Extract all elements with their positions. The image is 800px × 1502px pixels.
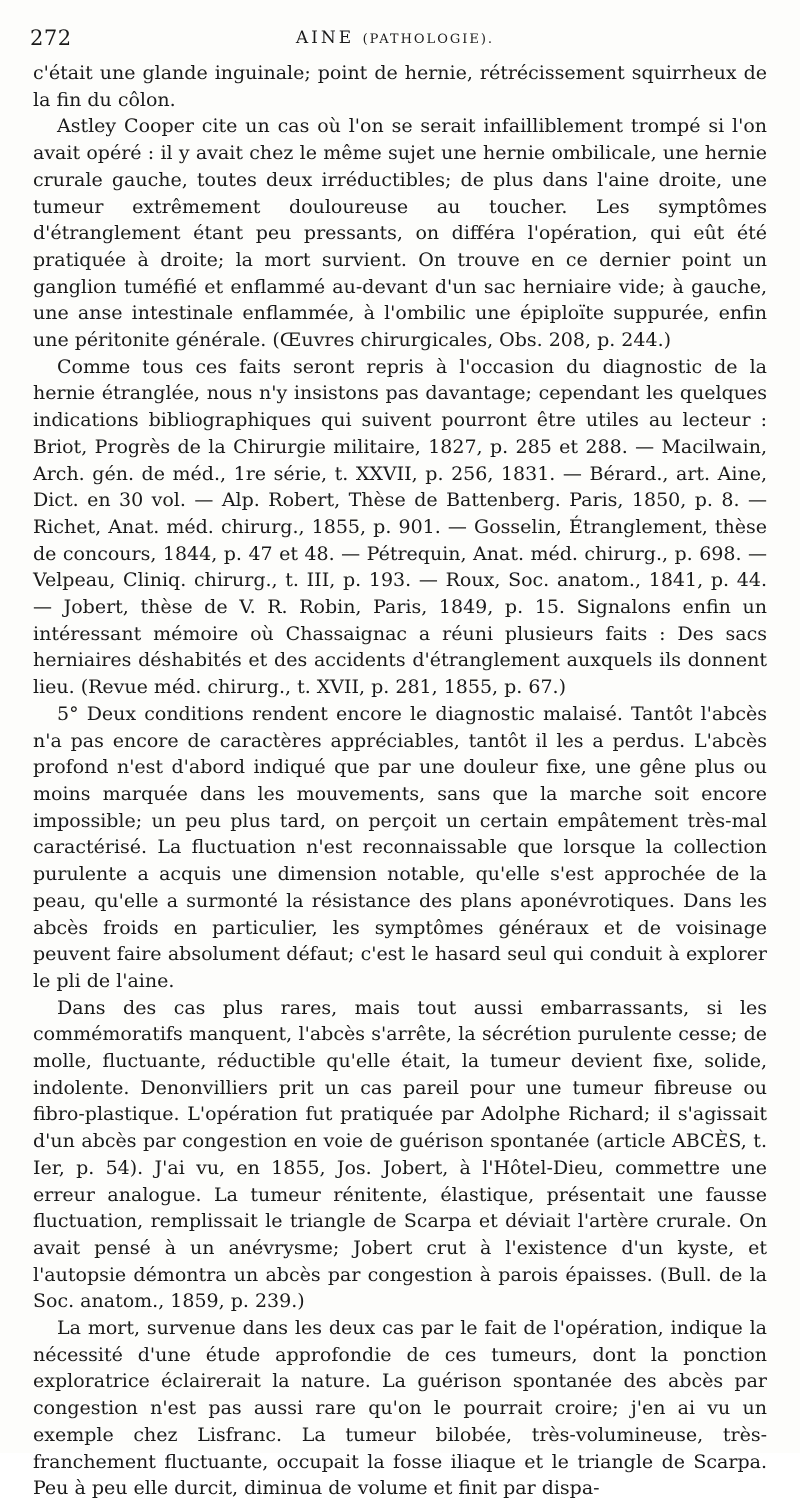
body-text: [33, 60, 767, 1502]
running-head: [30, 28, 760, 48]
running-head-subtitle: (PATHOLOGIE).: [362, 32, 495, 47]
paragraph-5: Dans des cas plus rares, mais tout aussi embarrassants, si les commémoratifs manquent, l'abcès s'arrête, la sécrétion purulente cesse; de molle, fluctuante, réductible qu'elle était, la tumeur devient fixe, solide, indolente. Denonvilliers prit un cas pareil pour une tumeur fibreuse ou fibro-plastique. L'opération fut pratiquée par Adolphe Richard; il s'agissait d'un abcès par congestion en voie de guérison spontanée (article ABCÈS, t. Ier, p. 54). J'ai vu, en 1855, Jos. Jobert, à l'Hôtel-Dieu, commettre une erreur analogue. La tumeur rénitente, élastique, présentait une fausse fluctuation, remplissait le triangle de Scarpa et déviait l'artère crurale. On avait pensé à un anévrysme; Jobert crut à l'existence d'un kyste, et l'autopsie démontra un abcès par congestion à parois épaisses. (Bull. de la Soc. anatom., 1859, p. 239.): [33, 996, 767, 1313]
paragraph-3: Comme tous ces faits seront repris à l'occasion du diagnostic de la hernie étranglée, nous n'y insistons pas davantage; cependant les quelques indications bibliographiques qui suivent pourront être utiles au lecteur : Briot, Progrès de la Chirurgie militaire, 1827, p. 285 et 288. — Macilwain, Arch. gén. de méd., 1re série, t. XXVII, p. 256, 1831. — Bérard., art. Aine, Dict. en 30 vol. — Alp. Robert, Thèse de Battenberg. Paris, 1850, p. 8. — Richet, Anat. méd. chirurg., 1855, p. 901. — Gosselin, Étranglement, thèse de concours, 1844, p. 47 et 48. — Pétrequin, Anat. méd. chirurg., p. 698. — Velpeau, Cliniq. chirurg., t. III, p. 193. — Roux, Soc. anatom., 1841, p. 44. — Jobert, thèse de V. R. Robin, Paris, 1849, p. 15. Signalons enfin un intéressant mémoire où Chassaignac a réuni plusieurs faits : Des sacs herniaires déshabités et des accidents d'étranglement auxquels ils donnent lieu. (Revue méd. chirurg., t. XVII, p. 281, 1855, p. 67.): [33, 355, 767, 699]
running-head-title: AINE: [295, 28, 355, 48]
paragraph-2: Astley Cooper cite un cas où l'on se serait infailliblement trompé si l'on avait opéré : il y avait chez le même sujet une hernie ombilicale, une hernie crurale gauche, toutes deux irréductibles; de plus dans l'aine droite, une tumeur extrêmement douloureuse au toucher. Les symptômes d'étranglement étant peu pressants, on différa l'opération, qui eût été pratiquée à droite; la mort survient. On trouve en ce dernier point un ganglion tuméfié et enflammé au-devant d'un sac herniaire vide; à gauche, une anse intestinale enflammée, à l'ombilic une épiploïte suppurée, enfin une péritonite générale. (Œuvres chirurgicales, Obs. 208, p. 244.): [33, 115, 767, 352]
page-header: [30, 26, 760, 56]
page-number: 272: [30, 26, 72, 50]
paragraph-1: c'était une glande inguinale; point de hernie, rétrécissement squirrheux de la fin du côlon.: [33, 62, 767, 111]
paragraph-4: 5° Deux conditions rendent encore le diagnostic malaisé. Tantôt l'abcès n'a pas encore de caractères appréciables, tantôt il les a perdus. L'abcès profond n'est d'abord indiqué que par une douleur fixe, une gêne plus ou moins marquée dans les mouvements, sans que la marche soit encore impossible; un peu plus tard, on perçoit un certain empâtement très-mal caractérisé. La fluctuation n'est reconnaissable que lorsque la collection purulente a acquis une dimension notable, qu'elle s'est approchée de la peau, qu'elle a surmonté la résistance des plans aponévrotiques. Dans les abcès froids en particulier, les symptômes généraux et de voisinage peuvent faire absolument défaut; c'est le hasard seul qui conduit à explorer le pli de l'aine.: [33, 702, 767, 992]
paragraph-6: La mort, survenue dans les deux cas par le fait de l'opération, indique la nécessité d'une étude approfondie de ces tumeurs, dont la ponction exploratrice éclairerait la nature. La guérison spontanée des abcès par congestion n'est pas aussi rare qu'on le pourrait croire; j'en ai vu un exemple chez Lisfranc. La tumeur bilobée, très-volumineuse, très-franchement fluctuante, occupait la fosse iliaque et le triangle de Scarpa. Peu à peu elle durcit, diminua de volume et finit par dispa-: [33, 1317, 767, 1500]
